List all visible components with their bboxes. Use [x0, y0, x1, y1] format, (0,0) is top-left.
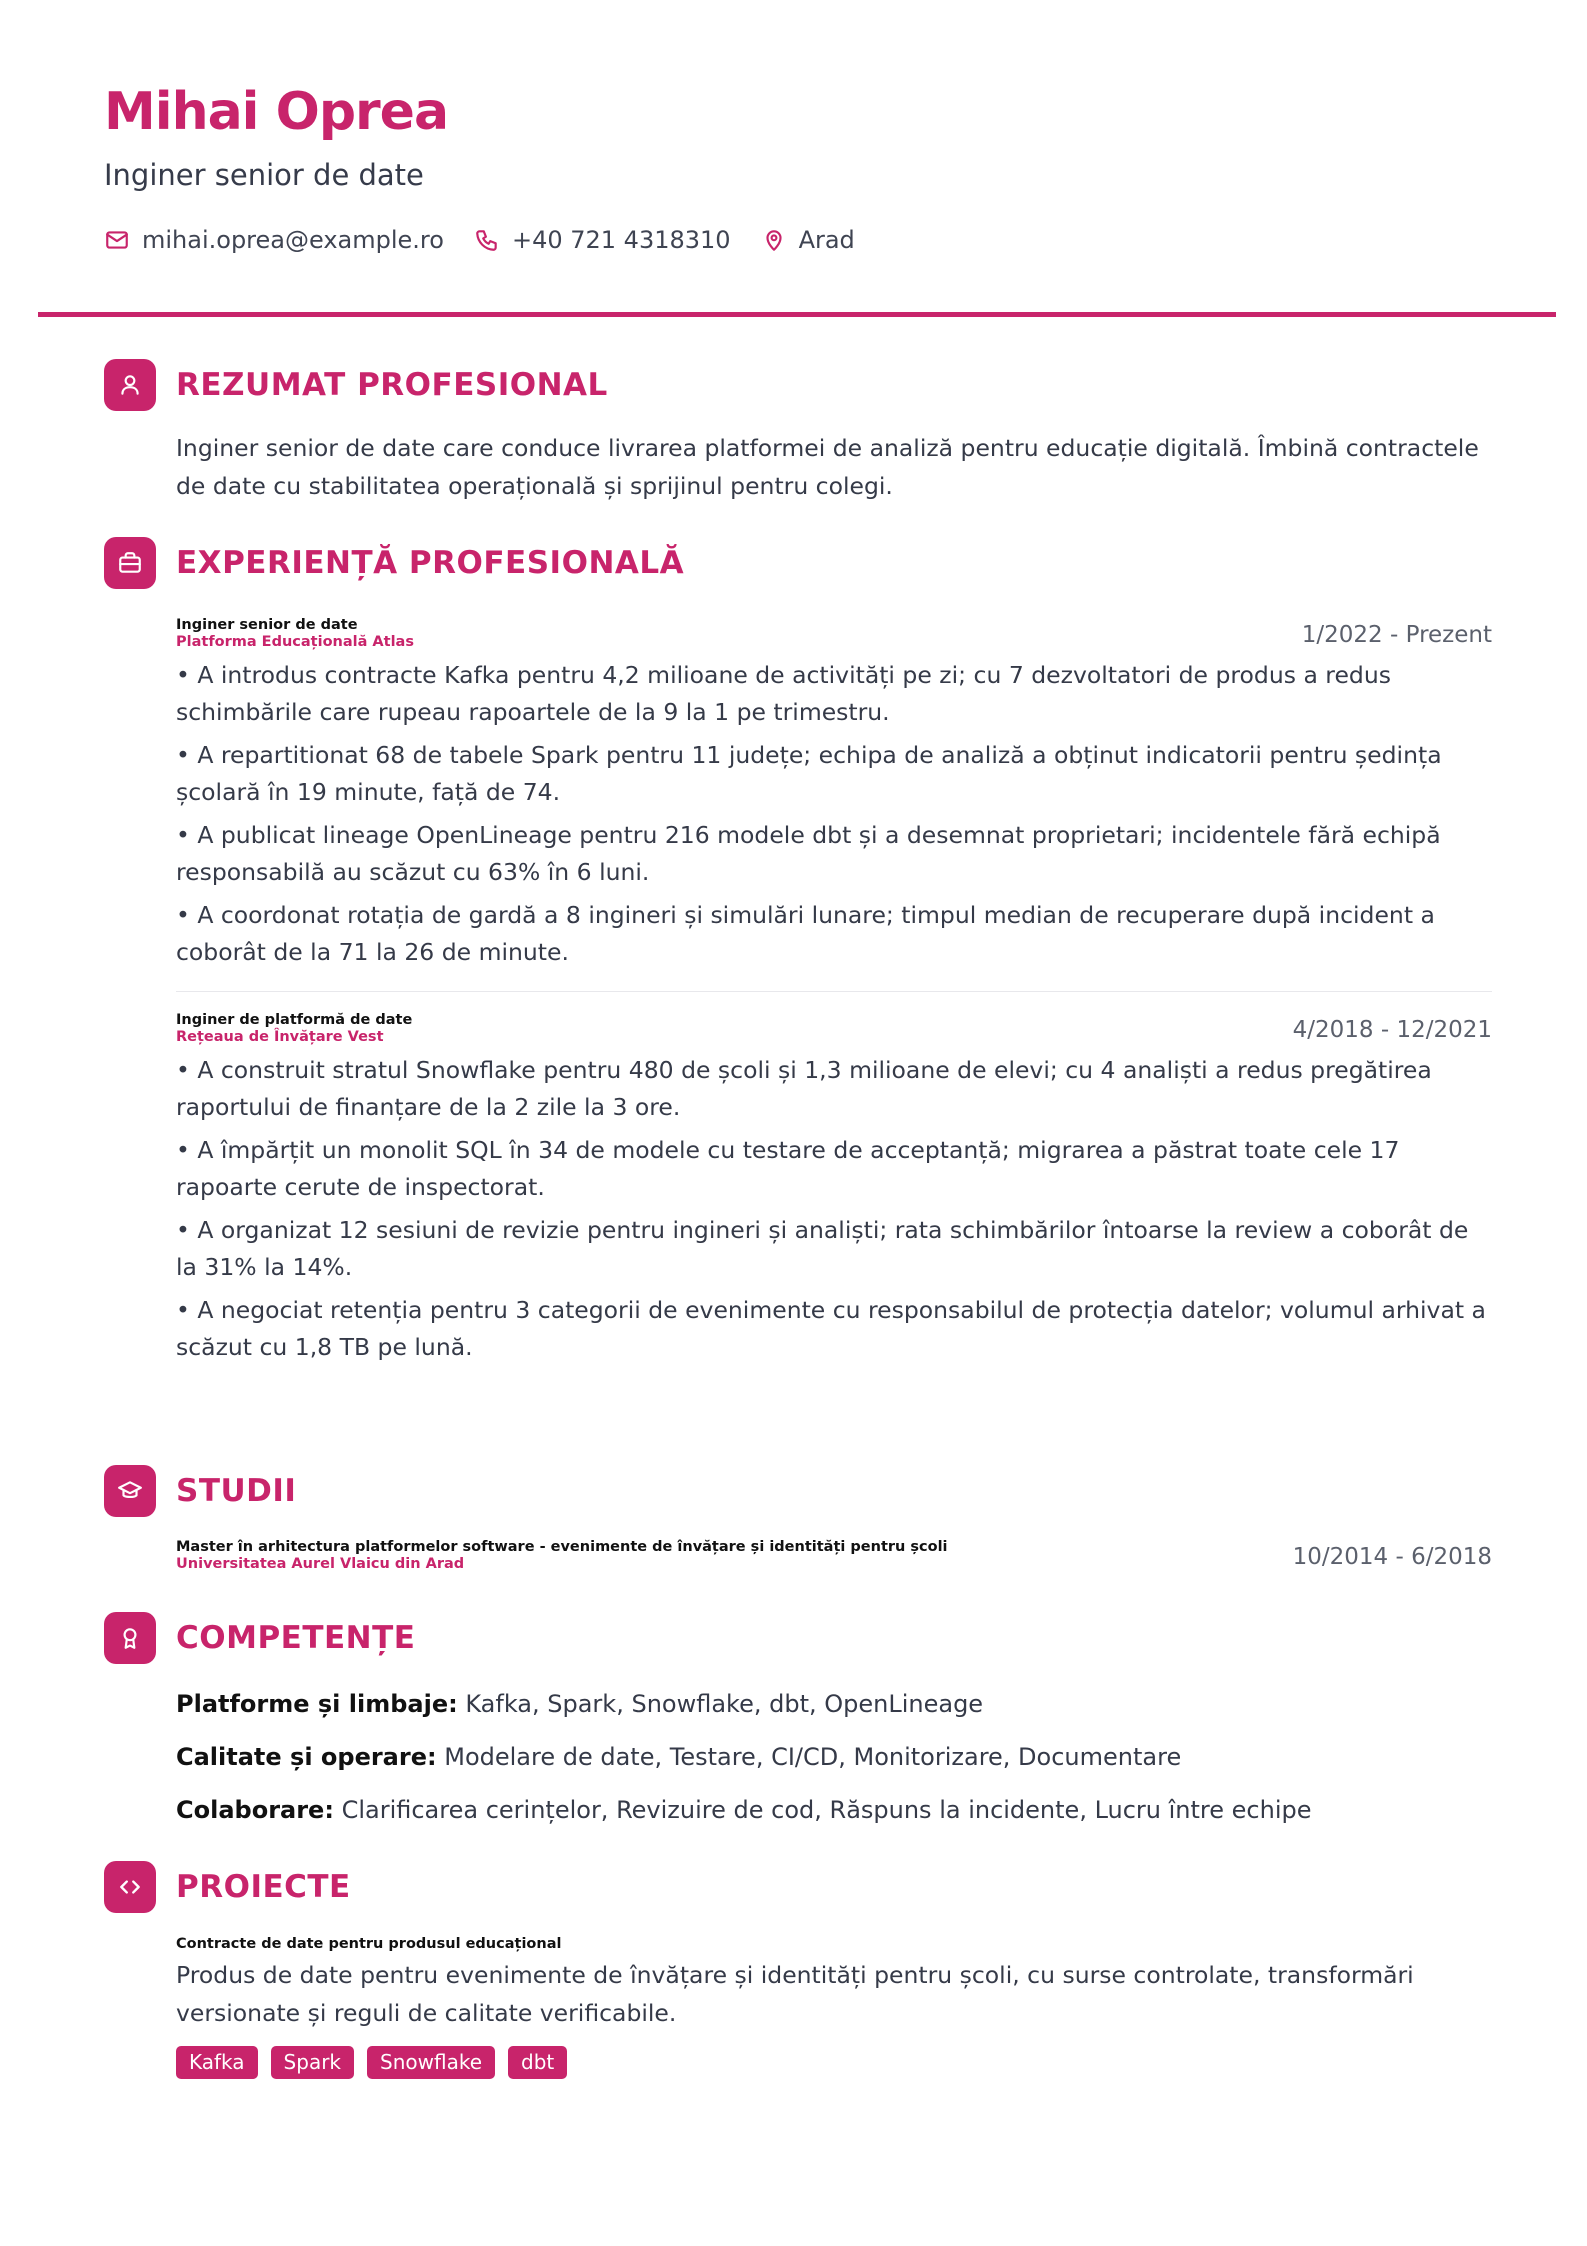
projects-section: [176, 1936, 1492, 2079]
skills-heading: COMPETENȚE: [176, 1620, 416, 1656]
candidate-name: Mihai Oprea: [104, 82, 449, 142]
skill-row: [176, 1686, 1492, 1722]
skill-value: Kafka, Spark, Snowflake, dbt, OpenLineage: [465, 1690, 984, 1718]
graduation-cap-icon: [104, 1465, 156, 1517]
experience-section: [176, 617, 1492, 1372]
job-date: 4/2018 - 12/2021: [1292, 1017, 1492, 1043]
job-entry: [176, 1012, 1492, 1366]
experience-heading: EXPERIENȚĂ PROFESIONALĂ: [176, 545, 685, 581]
skill-label: Calitate și operare:: [176, 1743, 437, 1771]
job-bullet: • A repartitionat 68 de tabele Spark pentru 11 județe; echipa de analiză a obținut indicatorii pentru ședința școlară în 19 minute, față de 74.: [176, 741, 1442, 806]
tag-dbt: dbt: [508, 2046, 567, 2079]
education-date: 10/2014 - 6/2018: [1292, 1544, 1492, 1570]
contact-phone[interactable]: [474, 226, 731, 254]
job-bullet: • A construit stratul Snowflake pentru 480 de școli și 1,3 milioane de elevi; cu 4 analiști a redus pregătirea raportului de finanțare de la 2 zile la 3 ore.: [176, 1056, 1432, 1121]
job-entry: [176, 617, 1492, 971]
project-title: Contracte de date pentru produsul educațional: [176, 1936, 562, 1952]
candidate-headline: Inginer senior de date: [104, 158, 424, 192]
contact-email[interactable]: [104, 226, 444, 254]
job-bullet: • A organizat 12 sesiuni de revizie pentru ingineri și analiști; rata schimbărilor întoarse la review a coborât de la 31% la 14%.: [176, 1216, 1469, 1281]
mail-icon: [104, 227, 130, 253]
skill-row: [176, 1739, 1492, 1775]
project-description: Produs de date pentru evenimente de învățare și identități pentru școli, cu surse controlate, transformări versionate și reguli de calitate verificabile.: [176, 1961, 1414, 2027]
job-organization: Rețeaua de Învățare Vest: [176, 1029, 384, 1045]
job-bullet: • A negociat retenția pentru 3 categorii de evenimente cu responsabilul de protecția datelor; volumul arhivat a scăzut cu 1,8 TB pe lună.: [176, 1296, 1486, 1361]
job-title: Inginer de platformă de date: [176, 1012, 413, 1028]
briefcase-icon: [104, 537, 156, 589]
skill-row: [176, 1792, 1492, 1828]
email-text: mihai.oprea@example.ro: [142, 226, 444, 254]
phone-icon: [474, 227, 500, 253]
education-section: [176, 1539, 1492, 1579]
summary-section: [176, 429, 1492, 505]
job-header: [176, 1012, 1492, 1052]
job-bullet: • A coordonat rotația de gardă a 8 ingineri și simulări lunare; timpul median de recuperare după incident a coborât de la 71 la 26 de minute.: [176, 901, 1435, 966]
job-bullet: • A introdus contracte Kafka pentru 4,2 milioane de activități pe zi; cu 7 dezvoltatori de produs a redus schimbările care rupeau rapoartele de la 9 la 1 pe trimestru.: [176, 661, 1391, 726]
education-heading: STUDII: [176, 1473, 297, 1509]
projects-heading: PROIECTE: [176, 1869, 351, 1905]
tag-kafka: Kafka: [176, 2046, 258, 2079]
skill-value: Clarificarea cerințelor, Revizuire de cod, Răspuns la incidente, Lucru între echipe: [341, 1796, 1312, 1824]
job-organization: Platforma Educațională Atlas: [176, 634, 414, 650]
skill-label: Colaborare:: [176, 1796, 334, 1824]
map-pin-icon: [761, 227, 787, 253]
education-header: [176, 1539, 1492, 1579]
job-title: Inginer senior de date: [176, 617, 358, 633]
user-icon: [104, 359, 156, 411]
skill-label: Platforme și limbaje:: [176, 1690, 458, 1718]
contact-bar: [104, 226, 885, 254]
contact-location: [761, 226, 855, 254]
skill-value: Modelare de date, Testare, CI/CD, Monitorizare, Documentare: [444, 1743, 1182, 1771]
tag-snowflake: Snowflake: [367, 2046, 495, 2079]
award-icon: [104, 1612, 156, 1664]
location-text: Arad: [798, 226, 855, 254]
degree-title: Master în arhitectura platformelor software - evenimente de învățare și identități pentru școli: [176, 1539, 948, 1555]
job-header: [176, 617, 1492, 657]
project-tags: [176, 2046, 1492, 2079]
summary-heading: REZUMAT PROFESIONAL: [176, 367, 608, 403]
skills-section: [176, 1686, 1492, 1845]
job-divider: [176, 991, 1492, 992]
summary-text: Inginer senior de date care conduce livrarea platformei de analiză pentru educație digitală. Îmbină contractele de date cu stabilitatea operațională și sprijinul pentru colegi.: [176, 434, 1479, 500]
code-icon: [104, 1861, 156, 1913]
school-name: Universitatea Aurel Vlaicu din Arad: [176, 1556, 465, 1572]
tag-spark: Spark: [271, 2046, 354, 2079]
phone-text: +40 721 4318310: [511, 226, 731, 254]
job-date: 1/2022 - Prezent: [1301, 622, 1492, 648]
job-bullet: • A publicat lineage OpenLineage pentru 216 modele dbt și a desemnat proprietari; incidentele fără echipă responsabilă au scăzut cu 63% în 6 luni.: [176, 821, 1441, 886]
job-bullet: • A împărțit un monolit SQL în 34 de modele cu testare de acceptanță; migrarea a păstrat toate cele 17 rapoarte cerute de inspectorat.: [176, 1136, 1400, 1201]
header-divider: [38, 312, 1556, 317]
